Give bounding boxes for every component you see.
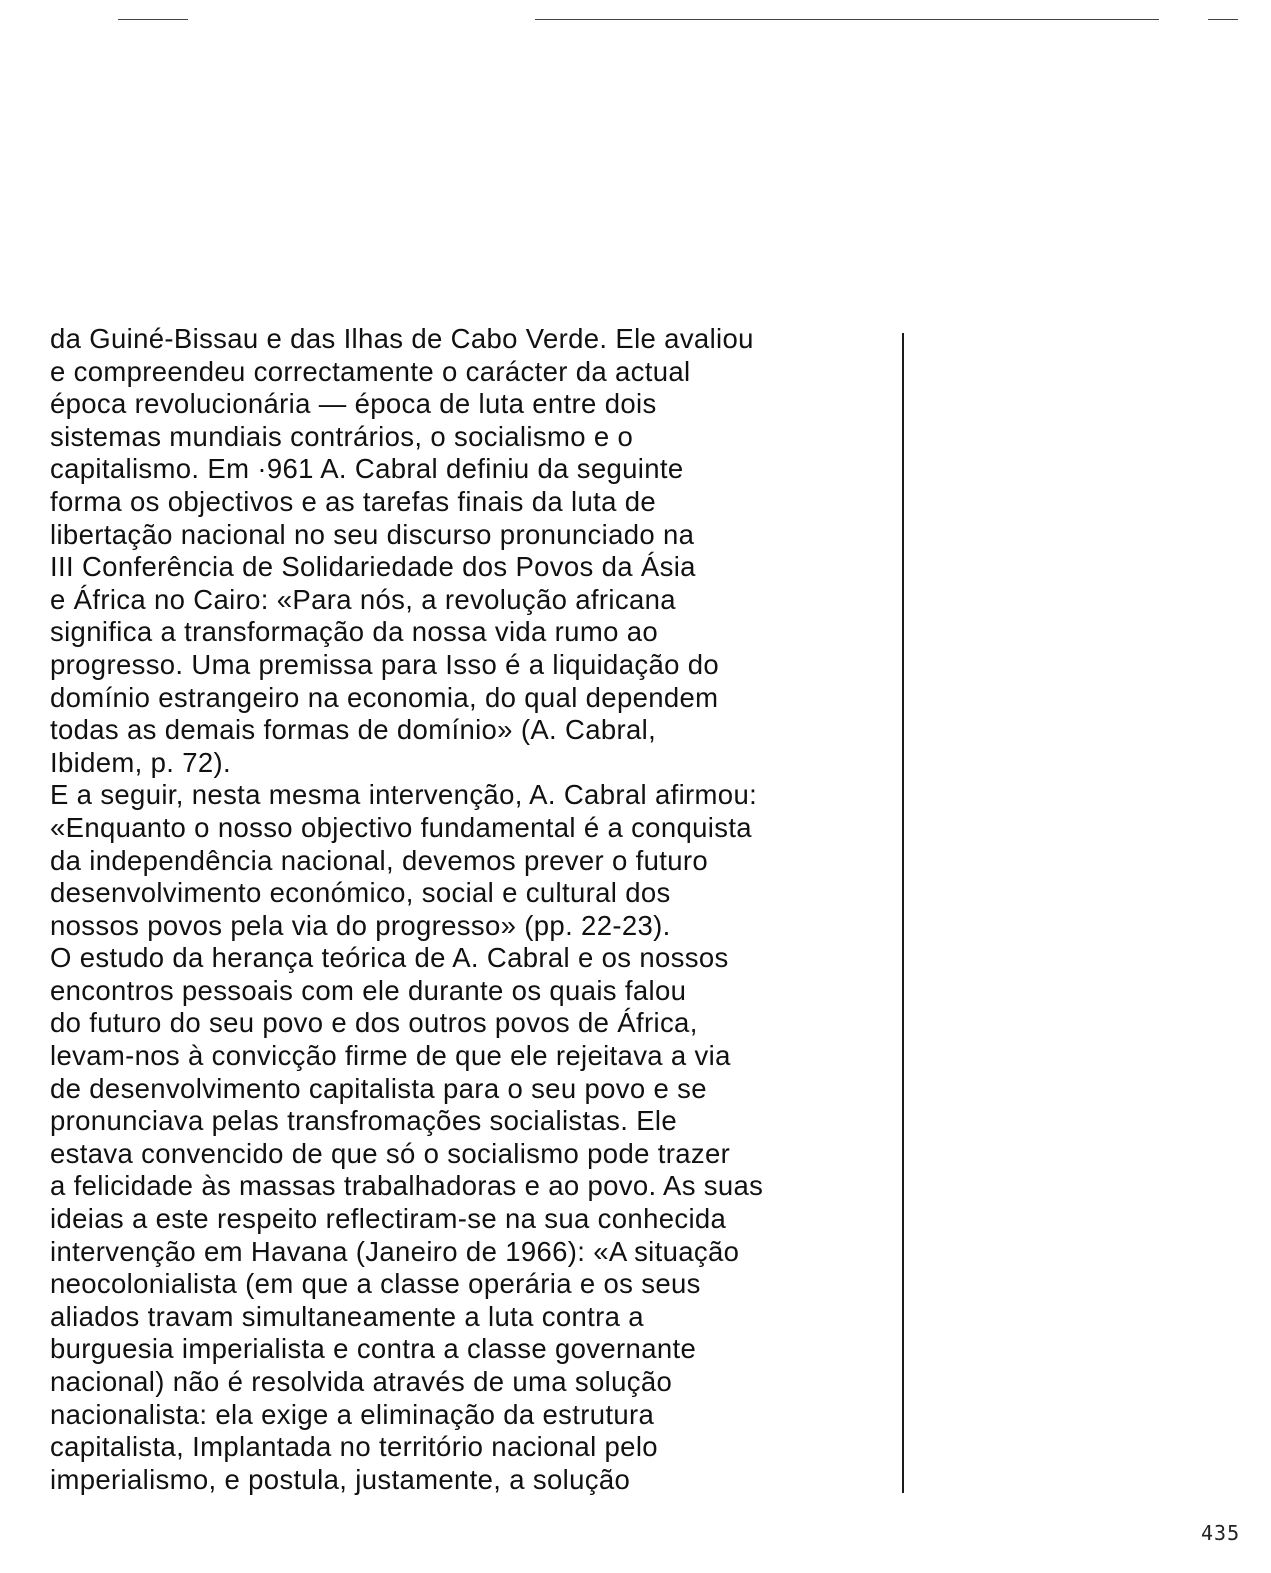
text-line: desenvolvimento económico, social e cultural dos (50, 877, 671, 909)
text-line: encontros pessoais com ele durante os quais falou (50, 974, 687, 1006)
top-rule-right (1208, 19, 1238, 20)
text-line: de desenvolvimento capitalista para o seu povo e se (50, 1072, 707, 1104)
text-line: época revolucionária — época de luta entre dois (50, 388, 657, 420)
text-line: progresso. Uma premissa para Isso é a liquidação do (50, 648, 720, 680)
text-line: burguesia imperialista e contra a classe governante (50, 1333, 697, 1365)
text-line: da Guiné-Bissau e das Ilhas de Cabo Verde. Ele avaliou (50, 323, 754, 354)
text-line: capitalista, Implantada no território nacional pelo (50, 1431, 658, 1463)
text-line: da independência nacional, devemos prever o futuro (50, 844, 709, 876)
text-line: nossos povos pela via do progresso» (pp. 22-23). (50, 909, 671, 941)
text-line: e África no Cairo: «Para nós, a revolução africana (50, 583, 676, 615)
text-line: domínio estrangeiro na economia, do qual dependem (50, 681, 719, 713)
text-line: e compreendeu correctamente o carácter da actual (50, 355, 691, 387)
text-line: nacional) não é resolvida através de uma solução (50, 1366, 673, 1397)
text-line: III Conferência de Solidariedade dos Povos da Ásia (50, 551, 696, 583)
page-number: 435 (1201, 1521, 1241, 1545)
text-line: levam-nos à convicção firme de que ele rejeitava a via (50, 1040, 731, 1072)
text-line: do futuro do seu povo e dos outros povos de África, (50, 1007, 698, 1039)
text-line: ideias a este respeito reflectiram-se na sua conhecida (50, 1203, 727, 1235)
text-line: aliados travam simultaneamente a luta contra a (50, 1300, 644, 1332)
text-line: sistemas mundiais contrários, o socialismo e o (50, 420, 634, 452)
text-line: imperialismo, e postula, justamente, a solução (50, 1463, 631, 1495)
margin-marker-bar (902, 333, 904, 1493)
text-line: libertação nacional no seu discurso pronunciado na (50, 518, 695, 550)
text-line: Ibidem, p. 72). (50, 746, 232, 778)
body-text (50, 323, 890, 1496)
text-line: pronunciava pelas transfromações socialistas. Ele (50, 1105, 678, 1137)
text-line: nacionalista: ela exige a eliminação da estrutura (50, 1398, 655, 1430)
text-line: a felicidade às massas trabalhadoras e ao povo. As suas (50, 1170, 764, 1202)
top-rule-left (118, 19, 188, 20)
text-line: forma os objectivos e as tarefas finais da luta de (50, 485, 657, 517)
text-line: E a seguir, nesta mesma intervenção, A. Cabral afirmou: (50, 779, 758, 811)
text-line: O estudo da herança teórica de A. Cabral e os nossos (50, 942, 729, 974)
text-line: todas as demais formas de domínio» (A. Cabral, (50, 714, 657, 746)
text-line: capitalismo. Em ·961 A. Cabral definiu da seguinte (50, 453, 684, 485)
text-line: estava convencido de que só o socialismo pode trazer (50, 1137, 731, 1169)
text-line: neocolonialista (em que a classe operária e os seus (50, 1268, 701, 1300)
top-rule-center (535, 19, 1159, 20)
text-line: «Enquanto o nosso objectivo fundamental é a conquista (50, 811, 752, 843)
text-line: intervenção em Havana (Janeiro de 1966): «A situação (50, 1235, 740, 1267)
text-line: significa a transformação da nossa vida rumo ao (50, 616, 659, 648)
